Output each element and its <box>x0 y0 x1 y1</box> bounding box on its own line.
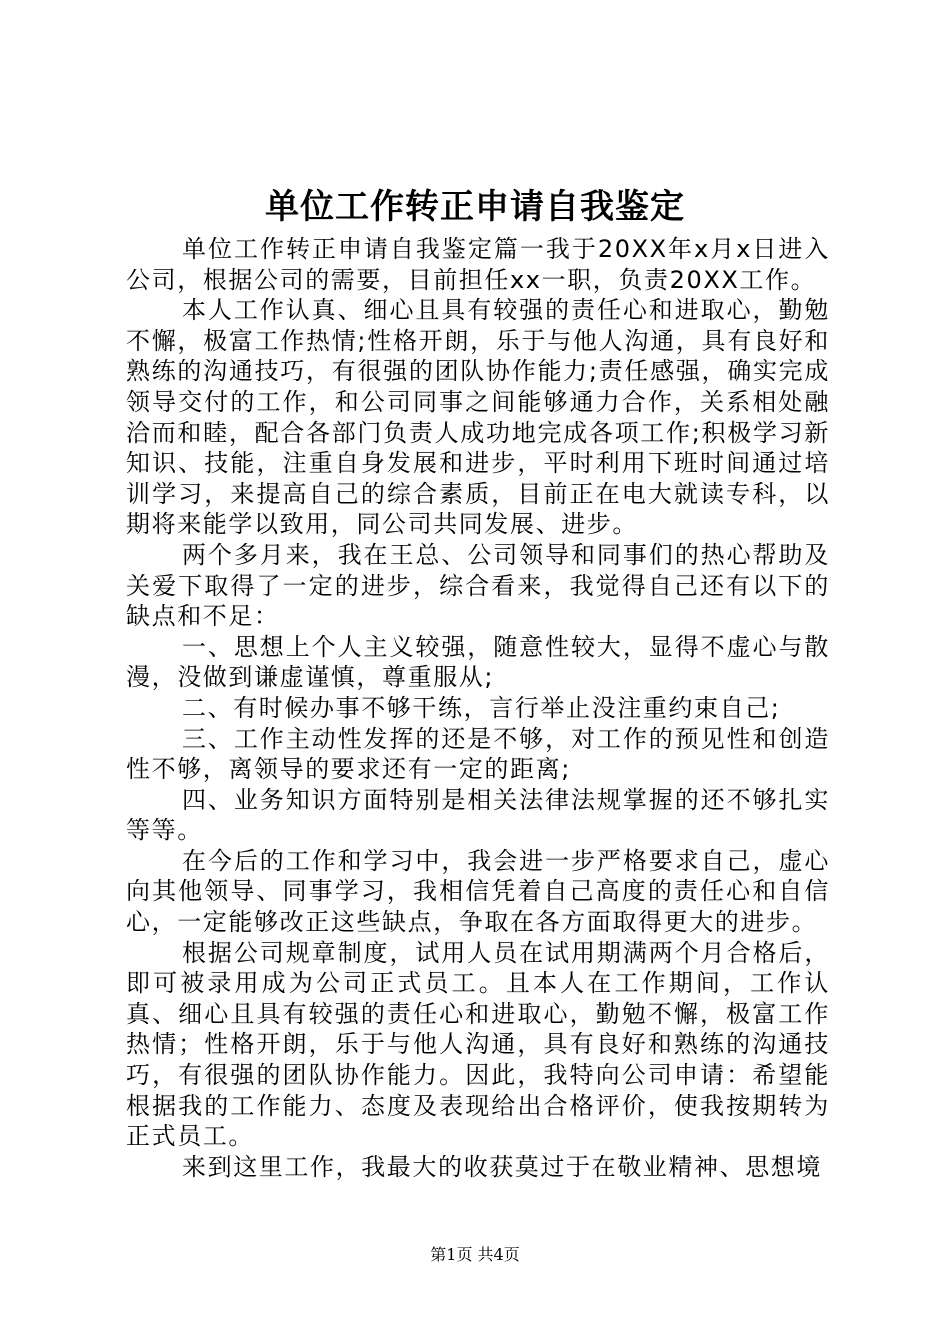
paragraph-application: 根据公司规章制度，试用人员在试用期满两个月合格后，即可被录用成为公司正式员工。且本人在工作期间，工作认真、细心且具有较强的责任心和进取心，勤勉不懈，极富工作热情；性格开朗，乐于与他人沟通，具有良好和熟练的沟通技巧，有很强的团队协作能力。因此，我特向公司申请：希望能根据我的工作能力、态度及表现给出合格评价，使我按期转为正式员工。 <box>126 938 830 1151</box>
document-title: 单位工作转正申请自我鉴定 <box>265 187 685 227</box>
paragraph-shortcoming-3: 三、工作主动性发挥的还是不够，对工作的预见性和创造性不够，离领导的要求还有一定的距离; <box>126 724 830 784</box>
paragraph-closing: 来到这里工作，我最大的收获莫过于在敬业精神、思想境 <box>182 1152 822 1181</box>
paragraph-future-plan: 在今后的工作和学习中，我会进一步严格要求自己，虚心向其他领导、同事学习，我相信凭着自己高度的责任心和自信心，一定能够改正这些缺点，争取在各方面取得更大的进步。 <box>126 846 830 937</box>
paragraph-shortcoming-1: 一、思想上个人主义较强，随意性较大，显得不虚心与散漫，没做到谦虚谨慎，尊重服从; <box>126 632 830 692</box>
paragraph-shortcoming-2: 二、有时候办事不够干练，言行举止没注重约束自己; <box>182 693 781 722</box>
document-body <box>126 234 830 1182</box>
paragraph-intro: 单位工作转正申请自我鉴定篇一我于20XX年x月x日进入公司，根据公司的需要，目前担任xx一职，负责20XX工作。 <box>126 235 830 294</box>
paragraph-shortcoming-4: 四、业务知识方面特别是相关法律法规掌握的还不够扎实等等。 <box>126 785 830 845</box>
page-number-footer: 第1页 共4页 <box>430 1245 520 1264</box>
paragraph-self-assessment: 本人工作认真、细心且具有较强的责任心和进取心，勤勉不懈，极富工作热情;性格开朗，乐于与他人沟通，具有良好和熟练的沟通技巧，有很强的团队协作能力;责任感强，确实完成领导交付的工作，和公司同事之间能够通力合作，关系相处融洽而和睦，配合各部门负责人成功地完成各项工作;积极学习新知识、技能，注重自身发展和进步，平时利用下班时间通过培训学习，来提高自己的综合素质，目前正在电大就读专科，以期将来能学以致用，同公司共同发展、进步。 <box>126 296 830 539</box>
paragraph-progress: 两个多月来，我在王总、公司领导和同事们的热心帮助及关爱下取得了一定的进步，综合看来，我觉得自己还有以下的缺点和不足： <box>126 540 830 631</box>
